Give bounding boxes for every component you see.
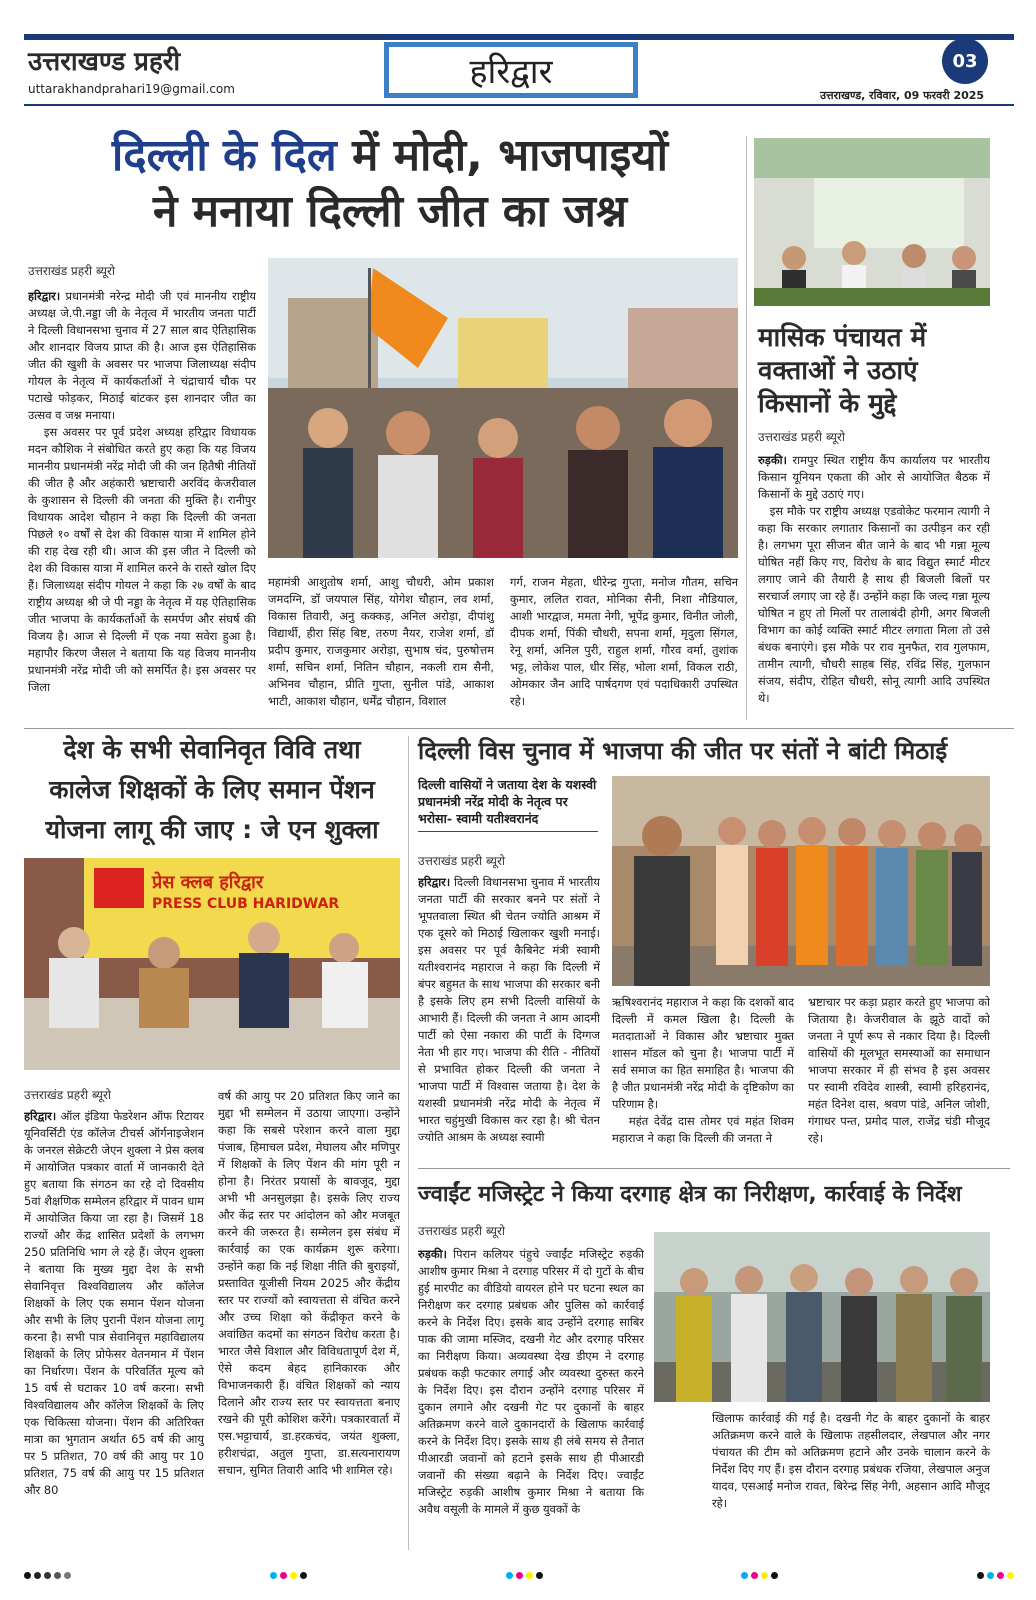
registration-dots-cmyk-1 [270,1572,307,1582]
saints-photo-sweets [612,776,990,986]
lead-col1-para2: इस अवसर पर पूर्व प्रदेश अध्यक्ष हरिद्वार विधायक मदन कौशिक ने संबोधित करते हुए कहा कि यह विजय माननीय प्रधानमंत्री नरेंद्र मोदी जी की जन हितैषी नीतियों की जीत है और अहंकारी भ्रष्टाचारी अरविंद केजरीवाल के कुशासन से दिल्ली की जनता की मुक्ति है। रानीपुर विधायक आदेश चौहान ने कहा कि दिल्ली की जनता पिछले १० वर्षों से देश की विकास यात्रा में शामिल होने की राह देख रही थी। आज की इस जीत ने दिल्ली को देश की विकास यात्रा में शामिल करने के रास्ते खोल दिए हैं। जिलाध्यक्ष संदीप गोयल ने कहा कि २७ वर्षों के बाद राष्ट्रीय अध्यक्ष श्री जे पी नड्डा के नेतृत्व में यह ऐतिहासिक जीत भाजपा के कार्यकर्ताओं के समर्पण और संघर्ष की विजय है। आज से दिल्ली में एक नया सवेरा हुआ है। महापौर किरण जैसल ने बताया कि यह विजय माननीय प्रधानमंत्री नरेंद्र मोदी जी को समर्पित है। इस अवसर पर जिला [28,425,256,694]
city-section-title [384,42,638,98]
press-club-sign-hindi: प्रेस क्लब हरिद्वार [152,872,264,893]
dargah-headline: ज्वाईंट मजिस्ट्रेट ने किया दरगाह क्षेत्र का निरीक्षण, कार्रवाई के निर्देश [418,1182,962,1207]
press-club-sign-english: PRESS CLUB HARIDWAR [152,896,340,912]
lead-column-3: गर्ग, राजन मेहता, धीरेन्द्र गुप्ता, मनोज गौतम, सचिन कुमार, ललित रावत, मोनिका सैनी, निशा नौडियाल, आशी भारद्वाज, ममता नेगी, भूपेंद्र कुमार, विनीत जोली, दीपक शर्मा, पिंकी चौधरी, सपना शर्मा, मृदुला सिंगल, रेनू शर्मा, अनिल पुरी, राहुल शर्मा, गौरव वर्मा, तुशांक भट्ट, लोकेश पाल, धीर सिंह, भोला शर्मा, विकल राठी, ओमकार जैन आदि पार्षदगण एवं पदाधिकारी उपस्थित रहे। [510,575,738,708]
pension-byline: उत्तराखंड प्रहरी ब्यूरो [24,1088,111,1102]
saints-column-1 [418,874,600,1156]
saints-dateline: हरिद्वार। [418,875,451,889]
pension-photo-press-club [24,858,400,1070]
side-para1: रामपुर स्थित राष्ट्रीय कैंप कार्यालय पर भारतीय किसान यूनियन एकता की ओर से आयोजित बैठक में किसानों के मुद्दे उठाएं गए। [758,453,990,501]
issue-date: उत्तराखण्ड, रविवार, 09 फरवरी 2025 [820,89,985,102]
lead-headline-line1: में मोदी, भाजपाइयों [336,130,669,181]
lead-headline-highlight: दिल्ली के दिल [111,130,337,181]
dargah-column-1 [418,1246,644,1546]
pension-headline-line3: योजना लागू की जाए : जे एन शुक्ला [45,815,379,844]
side-para2: इस मौके पर राष्ट्रीय अध्यक्ष एडवोकेट फरमान त्यागी ने कहा कि सरकार लगातार किसानों का उत्पीड़न कर रही है। लगभग पूरा सीजन बीत जाने के बाद भी गन्ना मूल्य घोषित नहीं किए गए, विरोध के बाद विद्युत स्मार्ट मीटर लगाए जाने की तैयारी है साथ ही बिजली बिलों पर सरचार्ज लगाए जा रहे हैं। उन्होंने कहा कि जल्द गन्ना मूल्य घोषित न हुए तो मिलों पर तालाबंदी होगी, अगर बिजली विभाग का कोई व्यक्ति स्मार्ट मीटर लगाता मिला तो उसे बंधक बनाएंगे। इस मौके पर राव मुनफैत, राव गुलफाम, तामीन त्यागी, चौधरी साहब सिंह, रविंद्र सिंह, गुलफान संजय, संदीप, रोहित चौधरी, सोनू त्यागी आदि उपस्थित थे। [758,504,990,705]
pension-headline-line2: कालेज शिक्षकों के लिए समान पेंशन [49,775,375,804]
dargah-photo-inspection [654,1232,990,1402]
side-byline: उत्तराखंड प्रहरी ब्यूरो [758,430,845,444]
lead-byline: उत्तराखंड प्रहरी ब्यूरो [28,264,115,278]
city-label: हरिद्वार [469,52,553,92]
saints-headline: दिल्ली विस चुनाव में भाजपा की जीत पर संतों ने बांटी मिठाई [418,737,948,765]
registration-dots-right [977,1572,1014,1582]
newspaper-email: uttarakhandprahari19@gmail.com [28,82,235,96]
saints-col2b-text: महंत देवेंद्र दास तोमर एवं महंत शिवम महाराज ने कहा कि दिल्ली की जनता ने [612,1114,794,1145]
pension-col1-text: ऑल इंडिया फेडरेशन ऑफ रिटायर यूनिवर्सिटी एंड कॉलेज टीचर्स ऑर्गनाइजेशन के जनरल सेक्रेटरी जेएन शुक्ला ने प्रेस क्लब में आयोजित पत्रकार वार्ता में जानकारी देते हुए बताया कि संगठन का रहे दो दिवसीय 5वां शैक्षणिक सम्मेलन हरिद्वार में पावन धाम में आयोजित किया जा रहा है। जिसमें 18 राज्यों और केंद्र शासित प्रदेशों के लगभग 250 प्रतिनिधि भाग ले रहे हैं। जेएन शुक्ला ने बताया कि मुख्य मुद्दा देश के सभी सेवानिवृत्त विश्वविद्यालय और कॉलेज शिक्षकों के लिए एक समान पेंशन योजना और सभी के लिए पुरानी पेंशन योजना लागू करना है। सभी पात्र सेवानिवृत्त महाविद्यालय शिक्षकों के लिए प्रोफेसर वेतनमान में पेंशन का निर्धारण। पेंशन के परिवर्तित मूल्य को 15 वर्ष से घटाकर 10 वर्ष करना। सभी विश्वविद्यालय और कॉलेज शिक्षकों के लिए एक चिकित्सा योजना। पेंशन की अतिरिक्त मात्रा का भुगतान अर्थात 65 वर्ष की आयु पर 5 प्रतिशत, 70 वर्ष की आयु पर 10 प्रतिशत, 75 वर्ष की आयु पर 15 प्रतिशत और 80 [24,1109,204,1497]
column-divider [746,136,747,720]
saints-col2-text: ऋषिश्वरानंद महाराज ने कहा कि दशकों बाद दिल्ली में कमल खिला है। दिल्ली के मतदाताओं ने विकास और भ्रष्टाचार मुक्त शासन मॉडल को चुना है। भाजपा पार्टी में सर्व समाज का हित समाहित है। भाजपा की है जीत प्रधानमंत्री नरेंद्र मोदी के दृष्टिकोण का परिणाम है। [612,995,794,1111]
dargah-column-2: खिलाफ कार्रवाई की गई है। दखनी गेट के बाहर दुकानों के बाहर अतिक्रमण करने वाले के खिलाफ तहसीलदार, लेखपाल और नगर पंचायत की टीम को अतिक्रमण हटाने और उनके चालान करने के निर्देश दिए गए हैं। इस दौरान दरगाह प्रबंधक रजिया, लेखपाल अनुज यादव, एसआई मनोज रावत, बिरेन्द्र सिंह नेगी, अहसान आदि मौजूद रहे। [712,1411,990,1510]
section-divider [418,1168,1010,1169]
pension-column-1 [24,1108,204,1548]
section-divider [24,728,1014,729]
page-number-badge: 03 [942,38,988,84]
saints-subhead: दिल्ली वासियों ने जताया देश के यशस्वी प्रधानमंत्री नरेंद्र मोदी के नेतृत्व पर भरोसा- स्वामी यतीश्वरानंद [418,776,598,832]
print-registration-marks [24,1572,1014,1582]
pension-headline [24,730,400,850]
lead-photo-celebration [268,258,738,558]
dargah-para1: पिरान कलियर पंहुचे ज्वाईंट मजिस्ट्रेट रुड़की आशीष कुमार मिश्रा ने दरगाह परिसर में दो गुटों के बीच हुई मारपीट का वीडियो वायरल होने पर घटना स्थल का निरीक्षण कर दरगाह प्रबंधक और पुलिस को कार्रवाई करने के निर्देश दिए। इसके बाद उन्होंने दरगाह साबिर पाक की जामा मस्जिद, दखनी गेट और दरगाह परिसर का निरीक्षण किया। अव्यवस्था देख डीएम ने दरगाह प्रबंधक कड़ी फटकार लगाई और व्यवस्था दुरुस्त करने के निर्देश दिए। इस दौरान उन्होंने दरगाह परिसर में दुकान लगाने और दखनी गेट पर दुकानों के बाहर अतिक्रमण करने वाले दुकानदारों के खिलाफ कार्रवाई करने के निर्देश दिए। इसके साथ ही लंबे समय से तैनात पीआरडी जवानों को हटाने इसके साथ ही पीआरडी जवानों की संख्या बढ़ाने के निर्देश दिए। ज्वाईंट मजिस्ट्रेट रुड़की आशीष कुमार मिश्रा ने बताया कि अवैध वसूली के मामले में कुछ युवकों के [418,1247,644,1516]
registration-dots-left [24,1572,71,1582]
side-photo-panchayat [754,138,990,306]
pension-column-2: वर्ष की आयु पर 20 प्रतिशत किए जाने का मुद्दा भी सम्मेलन में उठाया जाएगा। उन्होंने कहा कि सबसे परेशान करने वाला मुद्दा पंजाब, हिमाचल प्रदेश, मेघालय और मणिपुर में शिक्षकों के लिए पेंशन की मांग पूरी न होना है। निरंतर प्रयासों के बावजूद, मुद्दा अभी भी अनसुलझा है। इसके लिए राज्य और केंद्र स्तर पर आंदोलन को और मजबूत करने की जरूरत है। सम्मेलन इस संबंध में कार्रवाई का एक कार्यक्रम शुरू करेगा। उन्होंने कहा कि नई शिक्षा नीति की बुराइयों, प्रस्तावित यूजीसी नियम 2025 और केंद्रीय स्तर पर राज्यों को स्वायत्तता से वंचित करने और उच्च शिक्षा को केंद्रीकृत करने के अवांछित कदमों का संगठन विरोध करता है। भारत जैसे विशाल और विविधतापूर्ण देश में, ऐसे कदम बेहद हानिकारक और विभाजनकारी हैं। वंचित शिक्षकों को न्याय दिलाने और राज्य स्तर पर स्वायत्तता बनाए रखने की पूरी कोशिश करेंगे। पत्रकारवार्ता में एस.भट्टाचार्य, डा.हरकचंद, जयंत शुक्ला, हरीशचंद्रा, अतुल गुप्ता, डा.सत्यनारायण सचान, सुमित तिवारी आदि भी शामिल रहे। [218,1089,400,1477]
lead-dateline: हरिद्वार। [28,289,61,303]
pension-headline-line1: देश के सभी सेवानिवृत विवि तथा [63,735,361,764]
saints-column-3: भ्रष्टाचार पर कड़ा प्रहार करते हुए भाजपा को जिताया है। केजरीवाल के झूठे वादों को जनता ने पूर्ण रूप से नकार दिया है। दिल्ली वासियों की मूलभूत समस्याओं का समाधान भाजपा सरकार में ही संभव है इस अवसर पर स्वामी रविदेव शास्त्री, स्वामी हरिहरानंद, महंत दिनेश दास, श्रवण पांडे, अनिल जोशी, गंगाधर पन्त, प्रमोद पाल, राजेंद्र चंडी मौजूद रहे। [808,995,990,1145]
side-headline: मासिक पंचायत में वक्ताओं ने उठाएं किसानों के मुद्दे [758,323,927,419]
pension-dateline: हरिद्वार। [24,1109,57,1123]
side-body [758,452,990,720]
registration-dots-cmyk-2 [506,1572,543,1582]
saints-byline: उत्तराखंड प्रहरी ब्यूरो [418,854,505,868]
lead-headline-line2: ने मनाया दिल्ली जीत का जश्न [153,186,627,237]
dargah-dateline: रुड़की। [418,1247,447,1261]
lead-headline [30,128,750,240]
column-divider [408,736,409,1550]
lead-column-1 [28,288,256,718]
newspaper-brand: उत्तराखण्ड प्रहरी [28,47,181,77]
lead-col1-para1: प्रधानमंत्री नरेन्द्र मोदी जी एवं माननीय राष्ट्रीय अध्यक्ष जे.पी.नड्डा जी के नेतृत्व में भारतीय जनता पार्टी ने दिल्ली विधानसभा चुनाव में 27 साल बाद ऐतिहासिक और शानदार विजय प्राप्त की है। आज इस ऐतिहासिक जीत की खुशी के अवसर पर भाजपा जिलाध्यक्ष संदीप गोयल के नेतृत्व में कार्यकर्ताओं ने चंद्राचार्य चौक पर पटाखे फोड़कर, मिठाई बांटकर इस शानदार जीत का उत्सव व जश्न मनाया। [28,289,256,422]
saints-column-2 [612,994,794,1158]
registration-dots-cmyk-3 [741,1572,778,1582]
saints-col1-text: दिल्ली विधानसभा चुनाव में भारतीय जनता पार्टी की सरकार बनने पर संतों ने भूपतवाला स्थित श्री चेतन ज्योति आश्रम में एक दूसरे को मिठाई खिलाकर खुशी मनाई। इस अवसर पर पूर्व कैबिनेट मंत्री स्वामी यतीश्वरानंद महाराज ने कहा कि दिल्ली में बंपर बहुमत के साथ भाजपा की सरकार बनी है इसके लिए हम सभी दिल्ली वासियों के आभारी हैं। दिल्ली की जनता ने आम आदमी पार्टी को ऐसा नकारा की पार्टी के दिग्गज नेता भी हार गए। भाजपा की रीति - नीतियों से प्रभावित होकर दिल्ली की जनता ने भाजपा पार्टी में विश्वास जताया है। देश के यशस्वी प्रधानमंत्री नरेंद्र मोदी के नेतृत्व में भारत चहुंमुखी विकास कर रहा है। श्री चेतन ज्योति आश्रम के अध्यक्ष स्वामी [418,875,600,1144]
side-dateline: रुड़की। [758,453,787,467]
lead-column-2: महामंत्री आशुतोष शर्मा, आशु चौधरी, ओम प्रकाश जमदग्नि, डॉ जयपाल सिंह, योगेश चौहान, लव शर्मा, विकास तिवारी, अनु कक्कड़, अनिल अरोड़ा, दीपांशु विद्यार्थी, हीरा सिंह बिष्ट, तरुण नैयर, राजेश शर्मा, डॉ प्रदीप कुमार, राजकुमार अरोड़ा, सुभाष चंद, पुरुषोत्तम शर्मा, सचिन शर्मा, नितिन चौहान, नकली राम सैनी, अभिनव चौहान, प्रीति गुप्ता, सुनील पांडे, आकाश भाटी, आकाश चौहान, धर्मेंद्र चौहान, विशाल [268,575,494,708]
dargah-byline: उत्तराखंड प्रहरी ब्यूरो [418,1224,505,1238]
